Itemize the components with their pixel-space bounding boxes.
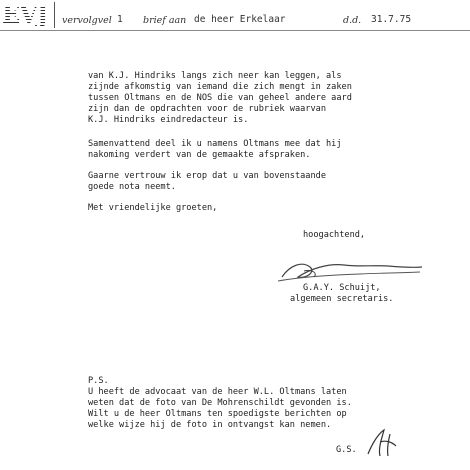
ps-line: weten dat de foto van De Mohrenschildt gevonden is. <box>88 398 352 408</box>
paragraph-3-line: goede nota neemt. <box>88 182 176 192</box>
paragraph-1-line: van K.J. Hindriks langs zich neer kan leggen, als <box>88 71 342 81</box>
letter-date: 31.7.75 <box>371 14 412 25</box>
closing: hoogachtend, <box>303 230 366 240</box>
paragraph-1-line: tussen Oltmans en de NOS die van geheel andere aard <box>88 93 352 103</box>
signatory-name: G.A.Y. Schuijt, <box>303 283 381 293</box>
paragraph-1-line: K.J. Hindriks eindredacteur is. <box>88 115 249 125</box>
paragraph-3-line: Gaarne vertrouw ik erop dat u van bovenstaande <box>88 171 326 181</box>
paragraph-1-line: zijn dan de opdrachten voor de rubriek waarvan <box>88 104 326 114</box>
greeting: Met vriendelijke groeten, <box>88 203 218 213</box>
header-rule <box>0 30 470 31</box>
vervolgvel-label: vervolgvel <box>62 15 112 26</box>
ps-initials: G.S. <box>336 445 357 455</box>
ps-line: welke wijze hij de foto in ontvangst kan nemen. <box>88 420 332 430</box>
signatory-title: algemeen secretaris. <box>290 294 394 304</box>
ps-line: Wilt u de heer Oltmans ten spoedigste berichten op <box>88 409 347 419</box>
paragraph-2-line: nakoming verdert van de gemaakte afspraken. <box>88 150 311 160</box>
initials-signature <box>360 428 410 458</box>
evj-logo: EVJ <box>2 2 55 28</box>
handwritten-signature <box>270 255 430 285</box>
dd-label: d.d. <box>343 15 362 26</box>
page-number: 1 <box>117 14 123 25</box>
paragraph-2-line: Samenvattend deel ik u namens Oltmans mee dat hij <box>88 139 342 149</box>
ps-label: P.S. <box>88 376 109 386</box>
recipient: de heer Erkelaar <box>194 14 286 25</box>
brief-aan-label: brief aan <box>143 15 187 26</box>
ps-line: U heeft de advocaat van de heer W.L. Oltmans laten <box>88 387 347 397</box>
paragraph-1-line: zijnde afkomstig van iemand die zich mengt in zaken <box>88 82 352 92</box>
